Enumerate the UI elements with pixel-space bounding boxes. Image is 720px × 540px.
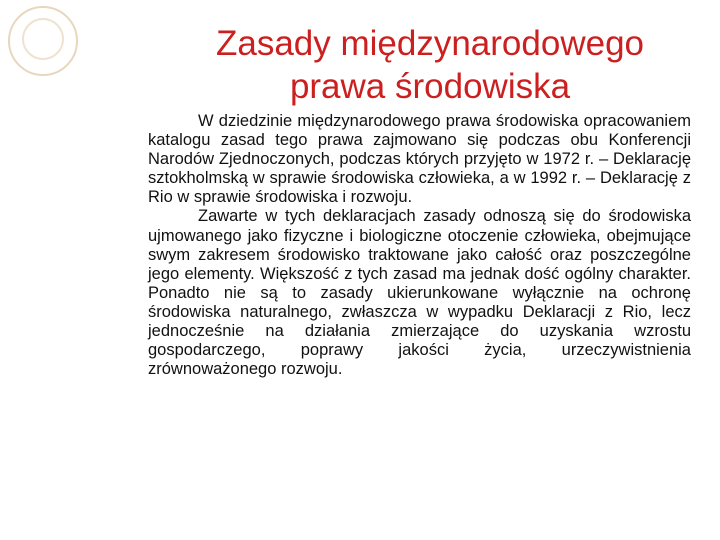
slide-title (150, 22, 710, 108)
slide-title-line-1: Zasady międzynarodowego (215, 24, 644, 63)
paragraph-1: W dziedzinie międzynarodowego prawa środowiska opracowaniem katalogu zasad tego prawa zajmowano się podczas obu Konferencji Narodów Zjednoczonych, podczas których przyjęto w 1972 r. – Deklarację sztokholmską w sprawie środowiska człowieka, a w 1992 r. – Deklarację z Rio w sprawie środowiska i rozwoju. (148, 112, 691, 207)
paragraph-2: Zawarte w tych deklaracjach zasady odnoszą się do środowiska ujmowanego jako fizyczne i biologiczne otoczenie człowieka, obejmujące swym zakresem środowisko traktowane jako całość oraz poszczególne jego elementy. Większość z tych zasad ma jednak dość ogólny charakter. Ponadto nie są to zasady ukierunkowane wyłącznie na ochronę środowiska naturalnego, zwłaszcza w wypadku Deklaracji z Rio, lecz jednocześnie na działania zmierzające do uzyskania wzrostu gospodarczego, poprawy jakości życia, urzeczywistnienia zrównoważonego rozwoju. (148, 207, 691, 379)
slide-title-line-2: prawa środowiska (289, 67, 571, 106)
slide-body (148, 112, 691, 379)
decorative-ring-inner (22, 18, 64, 60)
